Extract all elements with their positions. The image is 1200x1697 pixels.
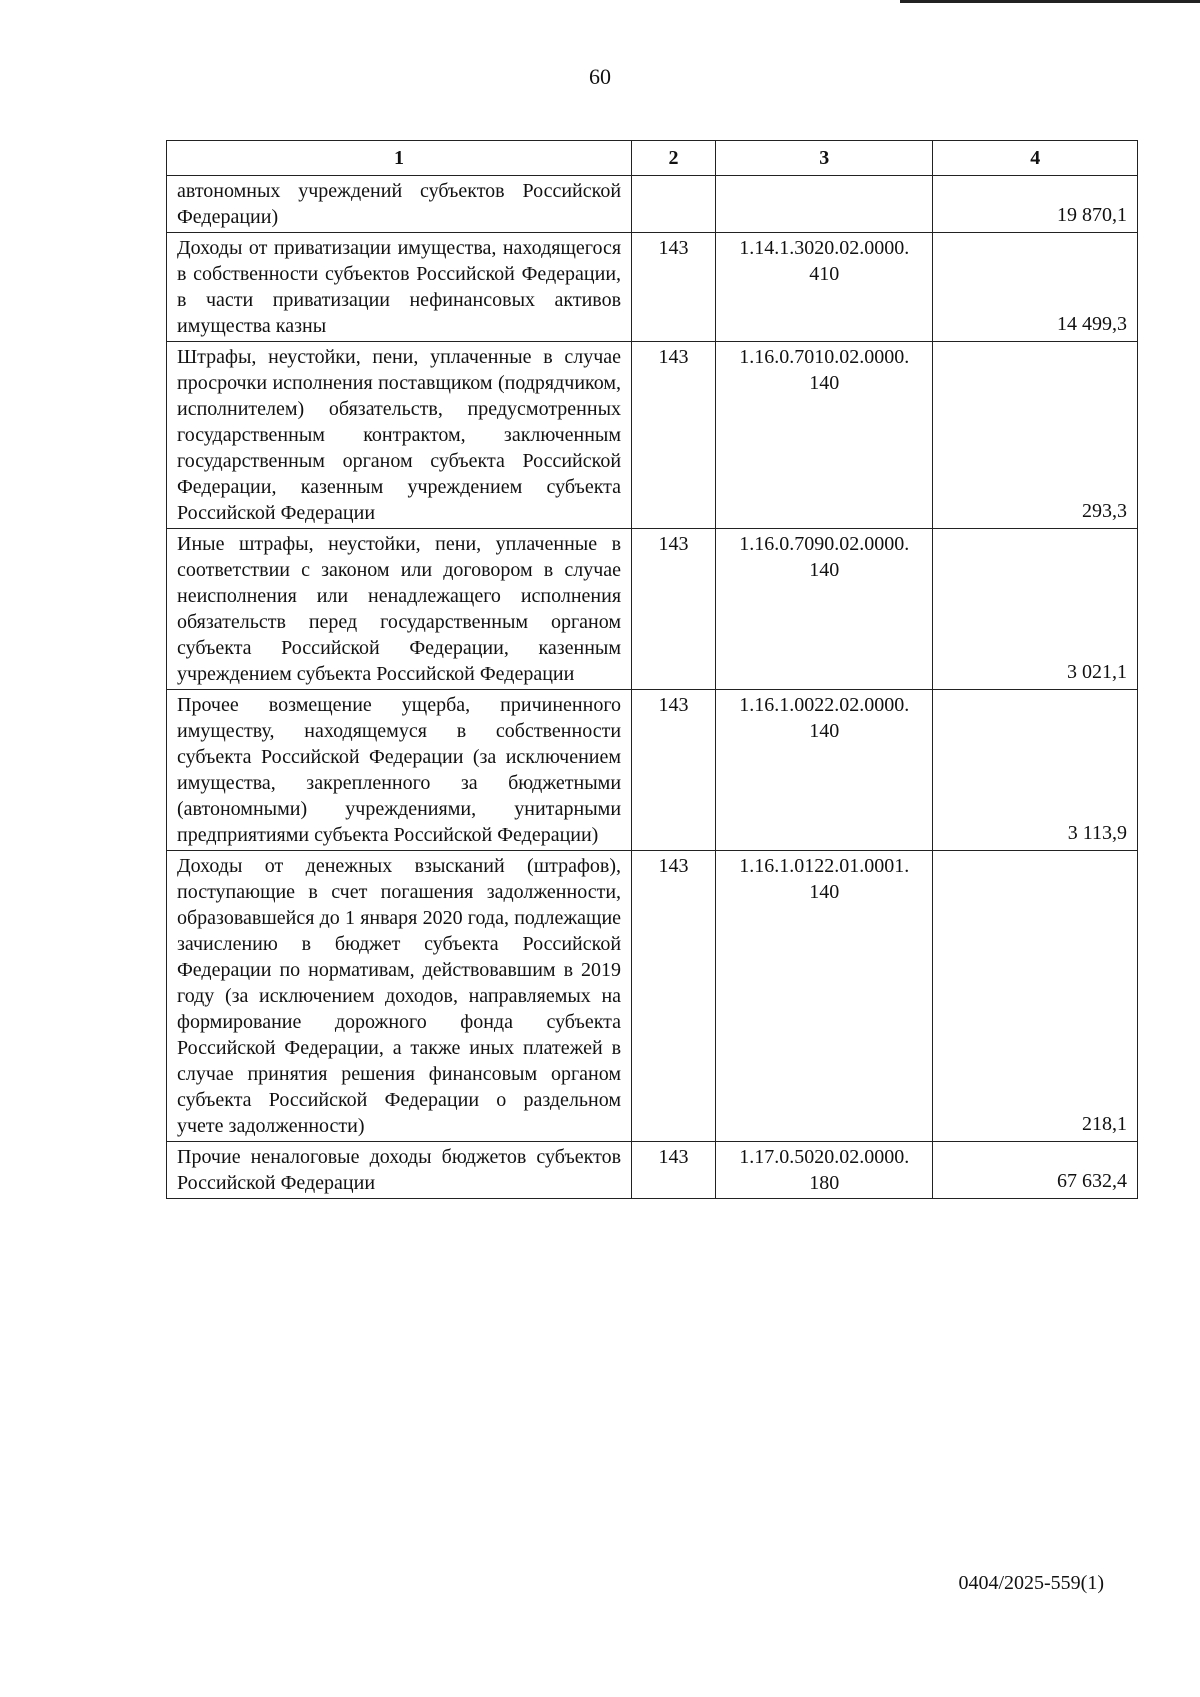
row-amount: 3 021,1 [933,529,1138,690]
row-amount: 19 870,1 [933,176,1138,233]
row-amount: 293,3 [933,342,1138,529]
row-classification-code: 1.14.1.3020.02.0000. 410 [715,233,932,342]
row-admin-code: 143 [632,851,716,1142]
table-row [167,233,1138,342]
page-number: 60 [589,64,611,89]
header-col-1: 1 [167,141,632,176]
row-description: Доходы от приватизации имущества, находящегося в собственности субъектов Российской Федерации, в части приватизации нефинансовых активов имущества казны [167,233,632,342]
row-classification-code: 1.17.0.5020.02.0000. 180 [715,1142,932,1199]
row-amount: 14 499,3 [933,233,1138,342]
document-code: 0404/2025-559(1) [958,1572,1104,1594]
row-description: Иные штрафы, неустойки, пени, уплаченные в соответствии с законом или договором в случае неисполнения или ненадлежащего исполнения обязательств перед государственным органом субъекта Российской Федерации, казенным учреждением субъекта Российской Федерации [167,529,632,690]
row-admin-code: 143 [632,690,716,851]
table-row [167,342,1138,529]
row-admin-code: 143 [632,233,716,342]
row-classification-code [715,176,932,233]
row-classification-code: 1.16.1.0122.01.0001. 140 [715,851,932,1142]
row-description: Штрафы, неустойки, пени, уплаченные в случае просрочки исполнения поставщиком (подрядчиком, исполнителем) обязательств, предусмотренных государственным контрактом, заключенным государственным органом субъекта Российской Федерации, казенным учреждением субъекта Российской Федерации [167,342,632,529]
row-admin-code: 143 [632,1142,716,1199]
row-description: Прочее возмещение ущерба, причиненного имуществу, находящемуся в собственности субъекта Российской Федерации (за исключением имущества, закрепленного за бюджетными (автономными) учреждениями, унитарными предприятиями субъекта Российской Федерации) [167,690,632,851]
table-row [167,690,1138,851]
revenue-table [166,140,1138,1199]
top-rule [900,0,1200,3]
row-description: автономных учреждений субъектов Российской Федерации) [167,176,632,233]
table-row [167,851,1138,1142]
header-col-2: 2 [632,141,716,176]
row-amount: 218,1 [933,851,1138,1142]
row-admin-code: 143 [632,529,716,690]
table-header-row [167,141,1138,176]
row-admin-code: 143 [632,342,716,529]
row-description: Прочие неналоговые доходы бюджетов субъектов Российской Федерации [167,1142,632,1199]
row-admin-code [632,176,716,233]
header-col-4: 4 [933,141,1138,176]
row-amount: 3 113,9 [933,690,1138,851]
table-row [167,529,1138,690]
row-description: Доходы от денежных взысканий (штрафов), поступающие в счет погашения задолженности, образовавшейся до 1 января 2020 года, подлежащие зачислению в бюджет субъекта Российской Федерации по нормативам, действовавшим в 2019 году (за исключением доходов, направляемых на формирование дорожного фонда субъекта Российской Федерации, а также иных платежей в случае принятия решения финансовым органом субъекта Российской Федерации о раздельном учете задолженности) [167,851,632,1142]
table-row [167,1142,1138,1199]
row-amount: 67 632,4 [933,1142,1138,1199]
row-classification-code: 1.16.0.7090.02.0000. 140 [715,529,932,690]
table-row [167,176,1138,233]
row-classification-code: 1.16.0.7010.02.0000. 140 [715,342,932,529]
header-col-3: 3 [715,141,932,176]
row-classification-code: 1.16.1.0022.02.0000. 140 [715,690,932,851]
